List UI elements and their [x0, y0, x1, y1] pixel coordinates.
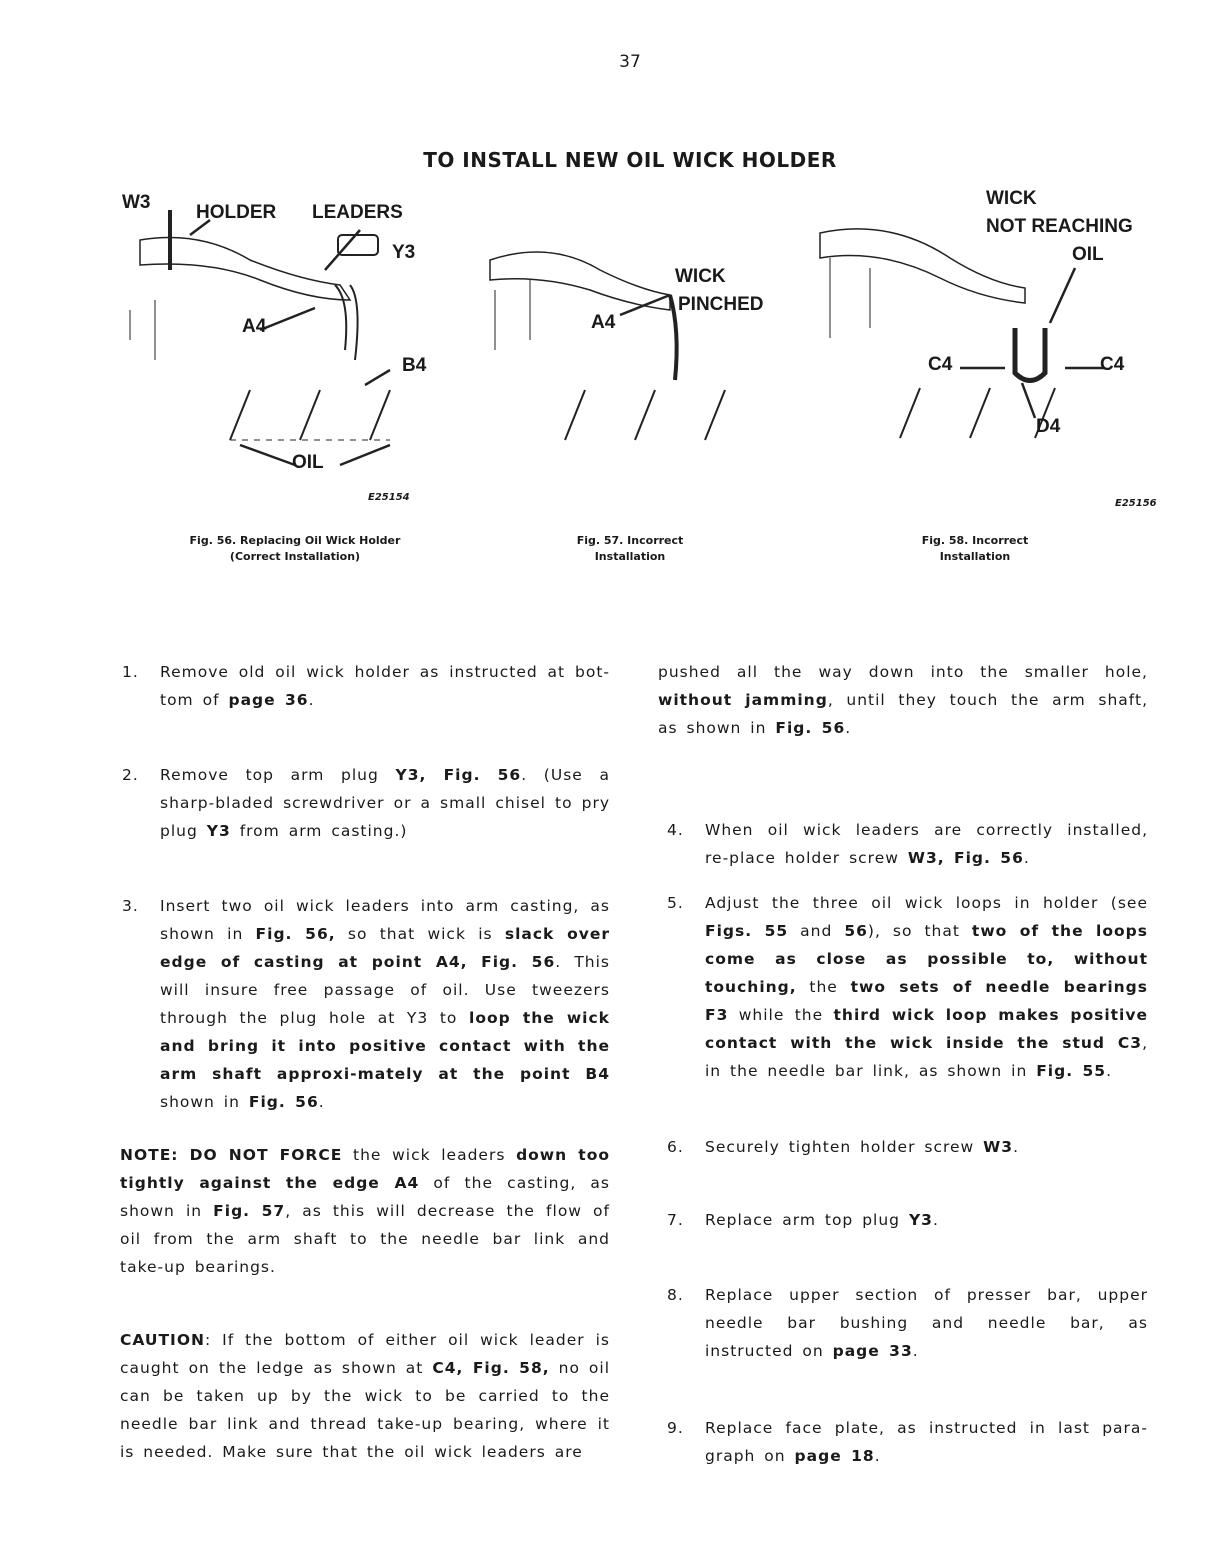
- text: .: [1106, 1062, 1112, 1080]
- caption-line: Fig. 57. Incorrect: [576, 534, 684, 547]
- text: from arm casting.): [230, 822, 408, 840]
- label-holder: HOLDER: [196, 202, 277, 223]
- caption-line: Installation: [939, 550, 1011, 563]
- text: .: [845, 719, 852, 737]
- bold-text: Fig. 55: [1036, 1062, 1107, 1080]
- text: , until they touch the arm shaft, as shown in: [658, 691, 1148, 737]
- caption-line: (Correct Installation): [229, 550, 361, 563]
- step-number: 5.: [667, 894, 684, 912]
- bold-text: loop the wick and bring it into positive contact with the arm shaft approxi-mately at the point B4: [160, 1009, 610, 1083]
- label-a4: A4: [242, 316, 267, 337]
- step-number: 4.: [667, 821, 684, 839]
- step-1: [122, 658, 610, 714]
- text: .: [318, 1093, 325, 1111]
- label-wick: WICK: [675, 266, 726, 287]
- text: .: [308, 691, 315, 709]
- text: the: [796, 978, 851, 996]
- page-number: 37: [619, 52, 641, 72]
- bold-text: C4, Fig. 58,: [432, 1359, 550, 1377]
- bold-text: CAUTION: [120, 1331, 205, 1349]
- label-w3: W3: [122, 192, 151, 213]
- text: Remove old oil wick holder as instructed at bot-tom of: [160, 663, 610, 709]
- bold-text: Figs. 55: [705, 922, 789, 940]
- label-y3: Y3: [392, 242, 416, 263]
- text: of the casting, as shown in: [120, 1174, 611, 1220]
- bold-text: without jamming: [658, 691, 828, 709]
- text: while the: [728, 1006, 834, 1024]
- text: pushed all the way down into the smaller hole,: [658, 663, 1148, 681]
- caution-paragraph: [120, 1326, 610, 1466]
- text: Securely tighten holder screw: [705, 1138, 984, 1156]
- text: ), so that: [867, 922, 972, 940]
- bold-text: NOTE: DO NOT FORCE: [120, 1146, 343, 1164]
- text: . (Use a sharp-bladed screwdriver or a small chisel to pry plug: [160, 766, 610, 840]
- label-a4: A4: [591, 312, 616, 333]
- label-b4: B4: [402, 355, 427, 376]
- text: .: [874, 1447, 881, 1465]
- bold-text: Fig. 57: [213, 1202, 286, 1220]
- label-pinched: PINCHED: [678, 294, 764, 315]
- step-9: [667, 1414, 1148, 1470]
- label-wick: WICK: [986, 188, 1037, 209]
- step-5: [667, 889, 1148, 1085]
- text: so that wick is: [335, 925, 505, 943]
- figure-57: [470, 230, 790, 510]
- text: Replace face plate, as instructed in last para-graph on: [705, 1419, 1148, 1465]
- text: . This will insure free passage of oil. Use tweezers through the plug hole at Y3 to: [160, 953, 610, 1027]
- label-d4: D4: [1036, 416, 1061, 437]
- bold-text: Y3: [908, 1211, 933, 1229]
- page-title: TO INSTALL NEW OIL WICK HOLDER: [423, 148, 837, 172]
- bold-text: W3: [983, 1138, 1014, 1156]
- bold-text: page 36: [228, 691, 309, 709]
- figure-58-caption: [905, 533, 1045, 565]
- step-number: 6.: [667, 1138, 684, 1156]
- step-3: [122, 892, 610, 1116]
- label-c4-left: C4: [928, 354, 953, 375]
- text: no oil can be taken up by the wick to be carried to the needle bar link and thread take-up bearing, where it is needed. Make sure that the oil wick leaders are: [120, 1359, 611, 1461]
- bold-text: W3, Fig. 56: [907, 849, 1024, 867]
- text: .: [912, 1342, 919, 1360]
- bold-text: 56: [844, 922, 868, 940]
- label-oil: OIL: [292, 452, 324, 473]
- step-2: [122, 761, 610, 845]
- step-number: 8.: [667, 1286, 684, 1304]
- caption-line: Fig. 56. Replacing Oil Wick Holder: [189, 534, 401, 547]
- bold-text: Fig. 56: [775, 719, 846, 737]
- oil-wick-holder-illustration: [110, 190, 450, 510]
- bold-text: Fig. 56,: [255, 925, 336, 943]
- figure-56-caption: [160, 533, 430, 565]
- figure-57-caption: [560, 533, 700, 565]
- figure-code: E25156: [1115, 498, 1157, 509]
- step-3-continued: [658, 658, 1148, 742]
- text: When oil wick leaders are correctly installed, re-place holder screw: [705, 821, 1148, 867]
- step-number: 7.: [667, 1211, 684, 1229]
- step-6: [667, 1133, 1148, 1161]
- label-oil: OIL: [1072, 244, 1104, 265]
- text: , as this will decrease the flow of oil from the arm shaft to the needle bar link and take-up bearings.: [120, 1202, 610, 1276]
- text: Remove top arm plug: [160, 766, 396, 784]
- note-paragraph: [120, 1141, 610, 1281]
- caption-line: Fig. 58. Incorrect: [921, 534, 1029, 547]
- step-7: [667, 1206, 1148, 1234]
- figure-58: [810, 188, 1160, 510]
- bold-text: two sets of needle bearings F3: [705, 978, 1148, 1024]
- text: the wick leaders: [342, 1146, 517, 1164]
- bold-text: slack over edge of casting at point A4, Fig. 56: [160, 925, 610, 971]
- step-number: 3.: [122, 897, 139, 915]
- bold-text: Y3: [206, 822, 231, 840]
- text: shown in: [160, 1093, 249, 1111]
- text: : If the bottom of either oil wick leader is caught on the ledge as shown at: [120, 1331, 610, 1377]
- bold-text: page 33: [832, 1342, 913, 1360]
- bold-text: Y3, Fig. 56: [395, 766, 522, 784]
- text: .: [1013, 1138, 1019, 1156]
- text: Adjust the three oil wick loops in holder (see: [705, 894, 1148, 912]
- figure-56: [110, 190, 450, 510]
- text: Insert two oil wick leaders into arm casting, as shown in: [160, 897, 610, 943]
- figure-code: E25154: [368, 492, 410, 503]
- text: .: [932, 1211, 939, 1229]
- label-not-reaching: NOT REACHING: [986, 216, 1133, 237]
- step-4: [667, 816, 1148, 872]
- step-number: 1.: [122, 663, 139, 681]
- bold-text: two of the loops come as close as possible to, without touching,: [705, 922, 1148, 996]
- text: Replace arm top plug: [705, 1211, 909, 1229]
- caption-line: Installation: [594, 550, 666, 563]
- step-number: 9.: [667, 1419, 684, 1437]
- text: .: [1023, 849, 1030, 867]
- pinched-wick-illustration: [470, 230, 790, 510]
- text: and: [788, 922, 845, 940]
- label-c4-right: C4: [1100, 354, 1125, 375]
- label-leaders: LEADERS: [312, 202, 403, 223]
- bold-text: third wick loop makes positive contact with the wick inside the stud C3: [705, 1006, 1148, 1052]
- text: , in the needle bar link, as shown in: [705, 1034, 1148, 1080]
- step-number: 2.: [122, 766, 139, 784]
- text: Replace upper section of presser bar, upper needle bar bushing and needle bar, as instructed on: [705, 1286, 1148, 1360]
- bold-text: Fig. 56: [248, 1093, 319, 1111]
- step-8: [667, 1281, 1148, 1365]
- bold-text: down too tightly against the edge A4: [120, 1146, 610, 1192]
- bold-text: page 18: [794, 1447, 875, 1465]
